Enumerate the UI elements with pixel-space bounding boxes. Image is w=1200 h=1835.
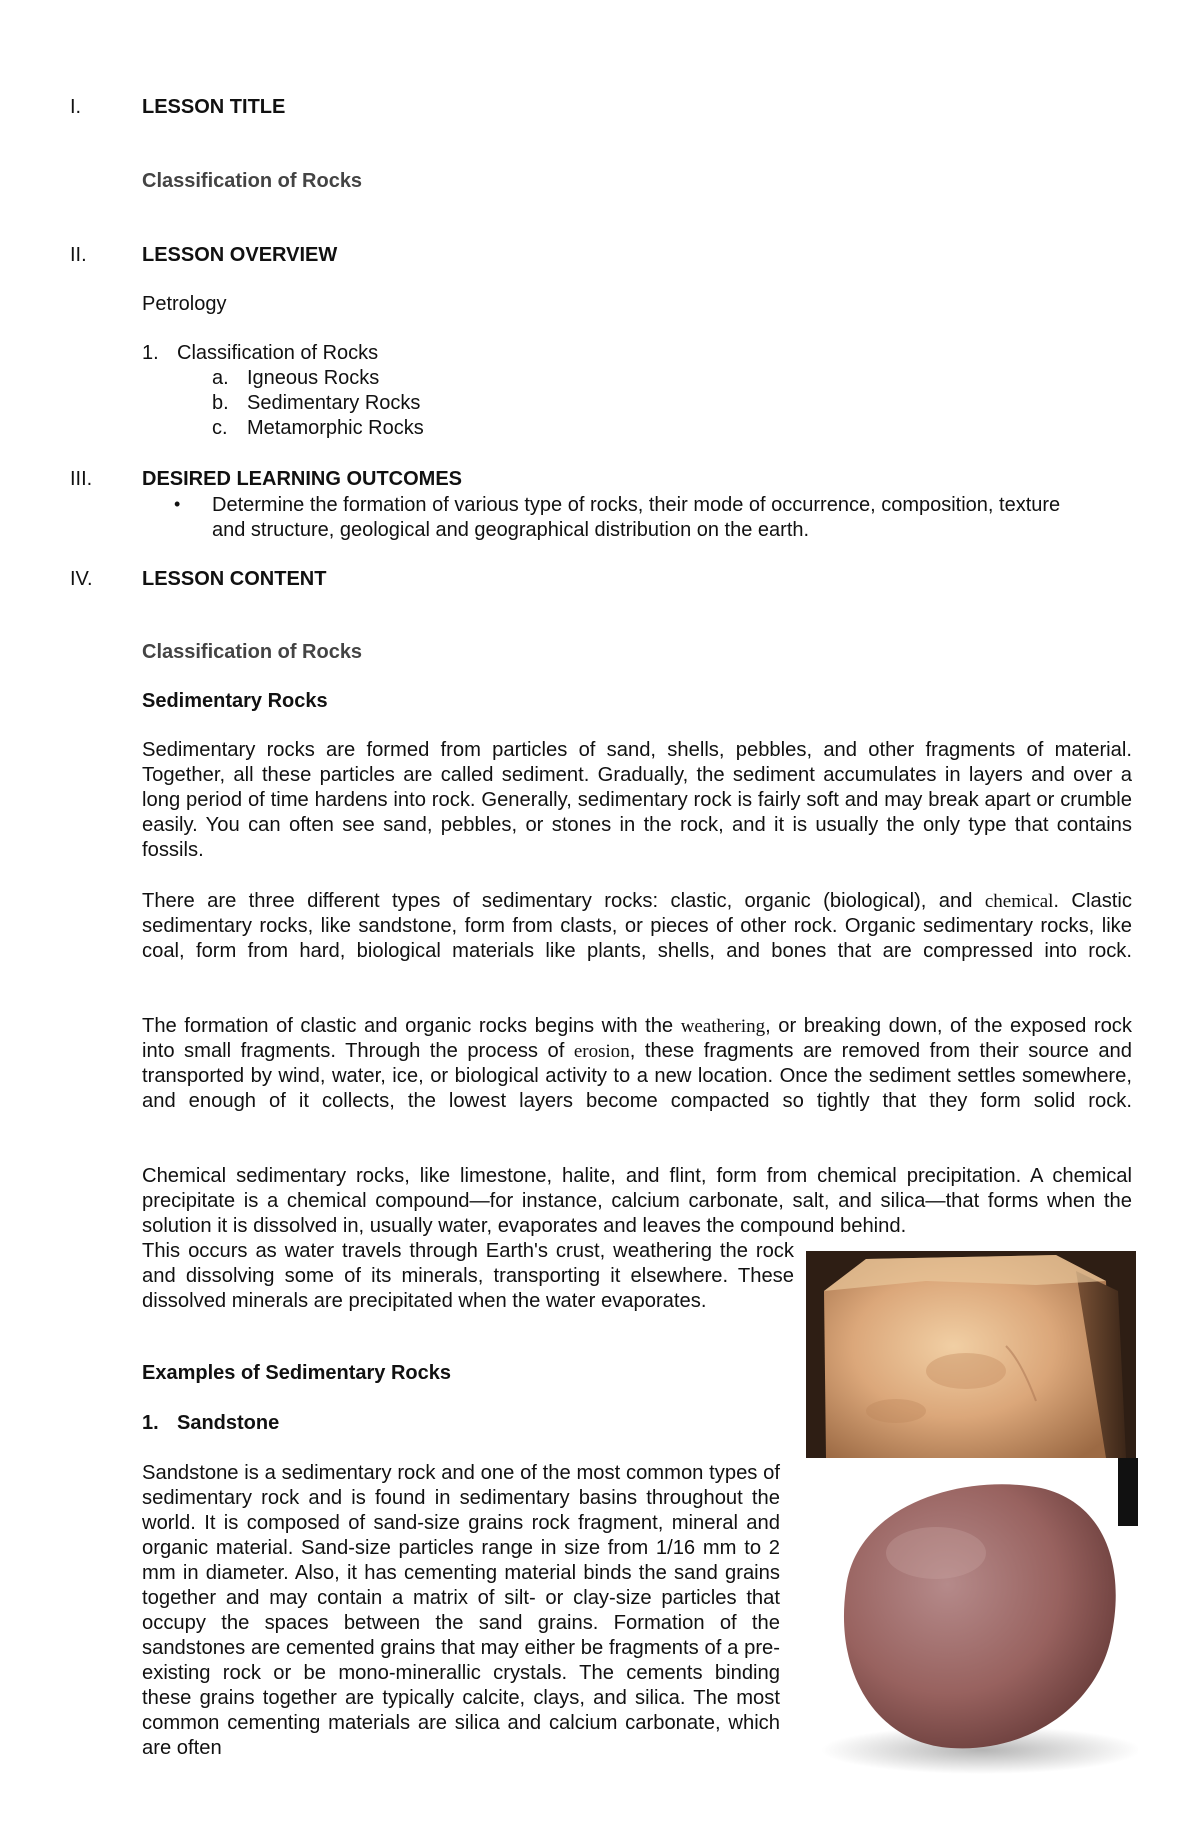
text-run: , these fragments are removed from their source and transported by wind, water, ice, or biological activity to a new location. Once the sediment settles somewhere, and enough of it collects, the lowest layers become compacted so tightly that they form solid rock.	[142, 1040, 1132, 1112]
text-run: The formation of clastic and organic rocks begins with the	[142, 1015, 674, 1037]
section-number-3: III.	[70, 468, 93, 490]
paragraph-chemical	[142, 1164, 1132, 1239]
section-heading-lesson-title: LESSON TITLE	[142, 96, 286, 118]
content-subtitle: Classification of Rocks	[142, 641, 363, 663]
paragraph-sedimentary-intro	[142, 738, 1132, 863]
sedimentary-heading: Sedimentary Rocks	[142, 690, 328, 712]
overview-sub-letter: b.	[212, 392, 229, 414]
paragraph-text: This occurs as water travels through Earth's crust, weathering the rock and dissolving some of its minerals, transporting it elsewhere. These dissolved minerals are precipitated when the water evaporates.	[142, 1240, 794, 1312]
sandstone-block-image	[806, 1251, 1136, 1458]
term-chemical: chemical	[984, 891, 1054, 912]
sandstone-pebble-photo	[806, 1458, 1138, 1778]
text-run: . Clastic sedimentary rocks, like sandstone, form from clasts, or pieces of other rock. Organic sedimentary rocks, like coal, form from hard, biological materials like plants, shells, and bones that are compressed into rock.	[142, 890, 1132, 962]
example-number: 1.	[142, 1412, 159, 1434]
paragraph-text: Sandstone is a sedimentary rock and one of the most common types of sedimentary rock and is found in sedimentary basins throughout the world. It is composed of sand-size grains rock fragment, mineral and organic material. Sand-size particles range in size from 1/16 mm to 2 mm in diameter. Also, it has cementing material binds the sand grains together and may contain a matrix of silt- or clay-size particles that occupy the spaces between the sand grains. Formation of the sandstones are cemented grains that may either be fragments of a pre-existing rock or be mono-minerallic crystals. The cements binding these grains together are typically calcite, clays, and silica. The most common cementing materials are silica and calcium carbonate, which are often	[142, 1462, 780, 1759]
overview-sub-item: Igneous Rocks	[247, 367, 380, 389]
overview-sub-item: Metamorphic Rocks	[247, 417, 424, 439]
term-erosion: erosion	[573, 1041, 630, 1062]
overview-list-number: 1.	[142, 342, 159, 364]
section-number-1: I.	[70, 96, 82, 118]
lesson-title: Classification of Rocks	[142, 170, 363, 192]
learning-outcome-line: Determine the formation of various type of rocks, their mode of occurrence, composition, texture	[212, 494, 1061, 516]
overview-topic: Petrology	[142, 293, 227, 315]
overview-sub-letter: a.	[212, 367, 229, 389]
section-number-4: IV.	[70, 568, 93, 590]
paragraph-text: Sedimentary rocks are formed from particles of sand, shells, pebbles, and other fragments of material. Together, all these particles are called sediment. Gradually, the sediment accumulates in layers and over a long period of time hardens into rock. Generally, sedimentary rock is fairly soft and may break apart or crumble easily. You can often see sand, pebbles, or stones in the rock, and it is usually the only type that contains fossils.	[142, 739, 1132, 861]
bullet-icon: •	[174, 494, 181, 514]
overview-list-title: Classification of Rocks	[177, 342, 379, 364]
text-run: There are three different types of sedimentary rocks: clastic, organic (biological), and	[142, 890, 973, 912]
paragraph-formation	[142, 1014, 1132, 1114]
paragraph-text	[142, 889, 1132, 964]
sandstone-block-photo	[806, 1251, 1136, 1458]
overview-sub-letter: c.	[212, 417, 228, 439]
section-heading-lesson-overview: LESSON OVERVIEW	[142, 244, 338, 266]
sandstone-pebble-image	[806, 1458, 1138, 1778]
paragraph-sedimentary-types	[142, 889, 1132, 964]
section-heading-lesson-content: LESSON CONTENT	[142, 568, 327, 590]
paragraph-chemical-continued	[142, 1239, 794, 1314]
example-title-sandstone: Sandstone	[177, 1412, 280, 1434]
section-number-2: II.	[70, 244, 87, 266]
text-run: , or breaking down, of the exposed rock into small fragments. Through the process of	[142, 1015, 1132, 1062]
section-heading-learning-outcomes: DESIRED LEARNING OUTCOMES	[142, 468, 463, 490]
term-weathering: weathering	[680, 1016, 766, 1037]
overview-sub-item: Sedimentary Rocks	[247, 392, 421, 414]
paragraph-text	[142, 1014, 1132, 1114]
examples-heading: Examples of Sedimentary Rocks	[142, 1362, 452, 1384]
paragraph-sandstone	[142, 1461, 780, 1761]
learning-outcome-line: and structure, geological and geographical distribution on the earth.	[212, 519, 810, 541]
paragraph-text: Chemical sedimentary rocks, like limestone, halite, and flint, form from chemical precipitation. A chemical precipitate is a chemical compound—for instance, calcium carbonate, salt, and silica—that forms when the solution it is dissolved in, usually water, evaporates and leaves the compound behind.	[142, 1165, 1132, 1237]
